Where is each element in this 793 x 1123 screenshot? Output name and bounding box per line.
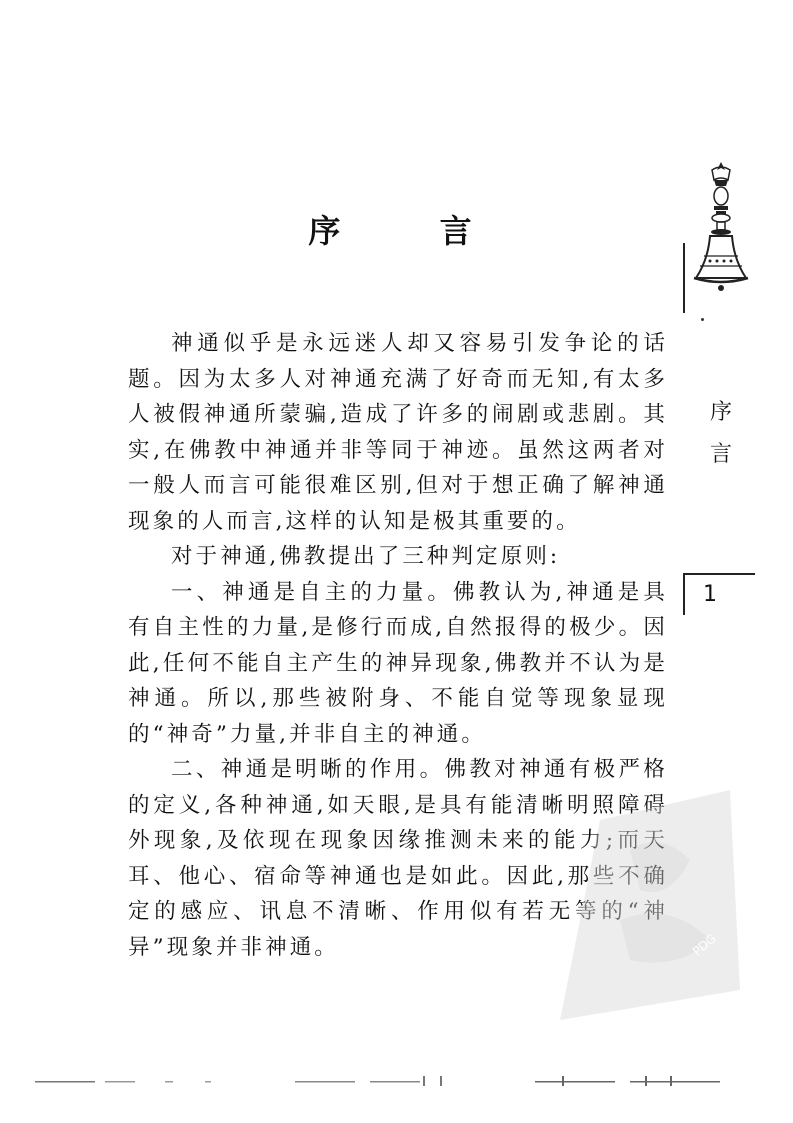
watermark-label: PDG	[690, 931, 719, 959]
paragraph-2: 对于神通,佛教提出了三种判定原则:	[171, 544, 561, 569]
scan-artifact-marks	[30, 1076, 730, 1088]
paragraph-3: 一、神通是自主的力量。佛教认为,神通是具有自主性的力量,是修行而成,自然报得的极少。因此,任何不能自主产生的神异现象,佛教并不认为是神通。所以,那些被附身、不能自觉等现象显现的“神奇”力量,并非自主的神通。	[128, 579, 668, 747]
side-tab-rule	[683, 573, 755, 575]
vajra-bell-icon	[690, 160, 752, 300]
side-tab-title: 序言	[709, 400, 732, 467]
paragraph-4: 二、神通是明晰的作用。佛教对神通有极严格的定义,各种神通,如天眼,是具有能清晰明照障碍外现象,及依现在现象因缘推测未来的能力;而天耳、他心、宿命等神通也是如此。因此,那些不确定的感应、讯息不清晰、作用似有若无等的“神异”现象并非神通。	[128, 757, 668, 960]
side-tab-line-top	[683, 243, 685, 313]
paragraph-1: 神通似乎是永远迷人却又容易引发争论的话题。因为太多人对神通充满了好奇而无知,有太多人被假神通所蒙骗,造成了许多的闹剧或悲剧。其实,在佛教中神通并非等同于神迹。虽然这两者对一般人而言可能很难区别,但对于想正确了解神通现象的人而言,这样的认知是极其重要的。	[128, 331, 668, 534]
page-title: 序 言	[308, 212, 516, 250]
watermark-stamp	[560, 790, 740, 1020]
side-tab-line-bottom	[683, 575, 685, 615]
page-number: 1	[703, 582, 717, 607]
side-tab-dot	[701, 318, 704, 321]
